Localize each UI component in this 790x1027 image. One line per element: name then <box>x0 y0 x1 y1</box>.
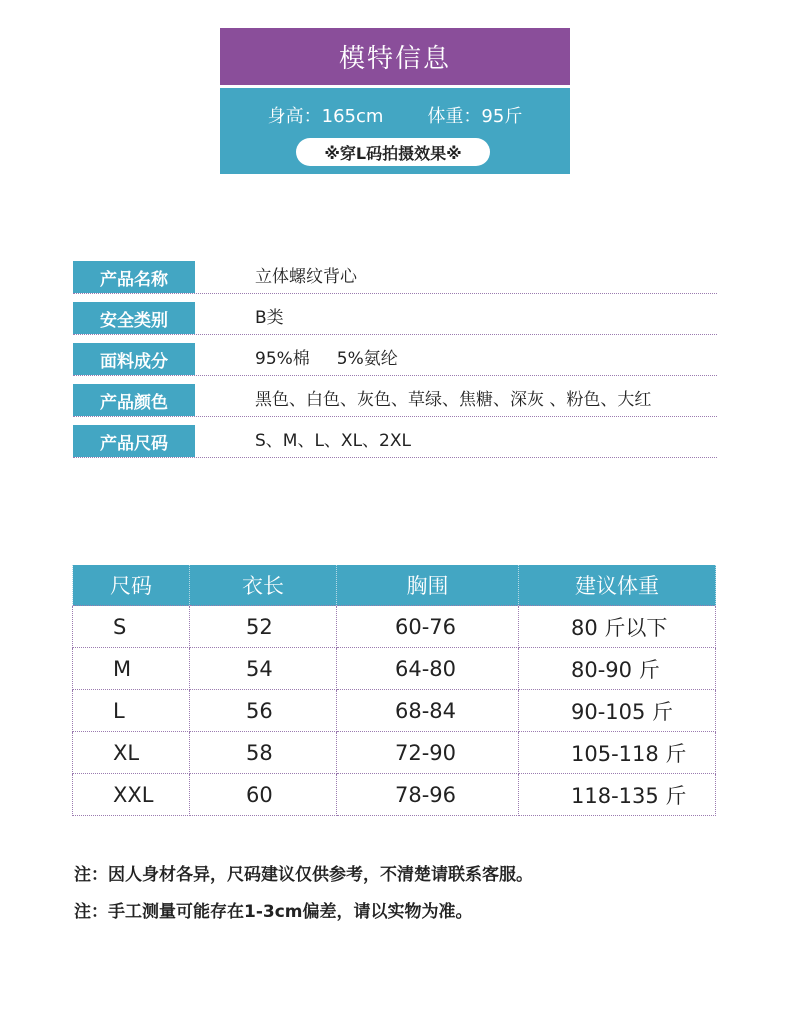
info-label: 产品名称 <box>73 261 195 293</box>
model-height: 身高：165cm <box>267 106 384 127</box>
model-info-title: 模特信息 <box>220 28 570 85</box>
cell-size: M <box>73 648 190 690</box>
table-row <box>73 690 716 732</box>
header-weight: 建议体重 <box>519 565 716 606</box>
cell-chest: 64-80 <box>337 648 519 690</box>
info-label: 面料成分 <box>73 343 195 375</box>
model-stats <box>220 102 570 128</box>
note-measure-deviation: 注：手工测量可能存在1-3cm偏差，请以实物为准。 <box>74 902 473 922</box>
info-row-sizes <box>73 425 717 457</box>
cell-length: 56 <box>190 690 337 732</box>
cell-weight: 118-135 斤 <box>519 774 716 816</box>
cell-chest: 60-76 <box>337 606 519 648</box>
info-row-name <box>73 261 717 293</box>
info-value: B类 <box>255 308 284 328</box>
table-row <box>73 648 716 690</box>
cell-length: 52 <box>190 606 337 648</box>
cell-length: 58 <box>190 732 337 774</box>
info-label: 产品尺码 <box>73 425 195 457</box>
cell-weight: 90-105 斤 <box>519 690 716 732</box>
info-label: 产品颜色 <box>73 384 195 416</box>
cell-weight: 105-118 斤 <box>519 732 716 774</box>
note-size-advice: 注：因人身材各异，尺码建议仅供参考，不清楚请联系客服。 <box>74 865 533 885</box>
product-info <box>73 261 717 466</box>
cell-size: L <box>73 690 190 732</box>
info-row-safety <box>73 302 717 334</box>
cell-size: XL <box>73 732 190 774</box>
cell-weight: 80 斤以下 <box>519 606 716 648</box>
info-row-colors <box>73 384 717 416</box>
table-row <box>73 732 716 774</box>
info-value: 95%棉 5%氨纶 <box>255 349 398 369</box>
info-row-fabric <box>73 343 717 375</box>
cell-chest: 72-90 <box>337 732 519 774</box>
table-row <box>73 606 716 648</box>
header-length: 衣长 <box>190 565 337 606</box>
model-size-note: ※穿L码拍摄效果※ <box>296 138 490 166</box>
header-size: 尺码 <box>73 565 190 606</box>
table-row <box>73 774 716 816</box>
info-label: 安全类别 <box>73 302 195 334</box>
cell-chest: 68-84 <box>337 690 519 732</box>
cell-chest: 78-96 <box>337 774 519 816</box>
info-value: S、M、L、XL、2XL <box>255 431 411 451</box>
table-header-row <box>73 565 716 606</box>
header-chest: 胸围 <box>337 565 519 606</box>
cell-size: S <box>73 606 190 648</box>
model-weight: 体重：95斤 <box>427 106 523 127</box>
cell-length: 60 <box>190 774 337 816</box>
model-info-card <box>220 28 570 174</box>
size-table <box>72 565 716 816</box>
cell-length: 54 <box>190 648 337 690</box>
info-value: 立体螺纹背心 <box>255 267 357 287</box>
model-info-body <box>220 88 570 174</box>
cell-size: XXL <box>73 774 190 816</box>
info-value: 黑色、白色、灰色、草绿、焦糖、深灰 、粉色、大红 <box>255 390 652 410</box>
cell-weight: 80-90 斤 <box>519 648 716 690</box>
notes <box>74 864 533 938</box>
